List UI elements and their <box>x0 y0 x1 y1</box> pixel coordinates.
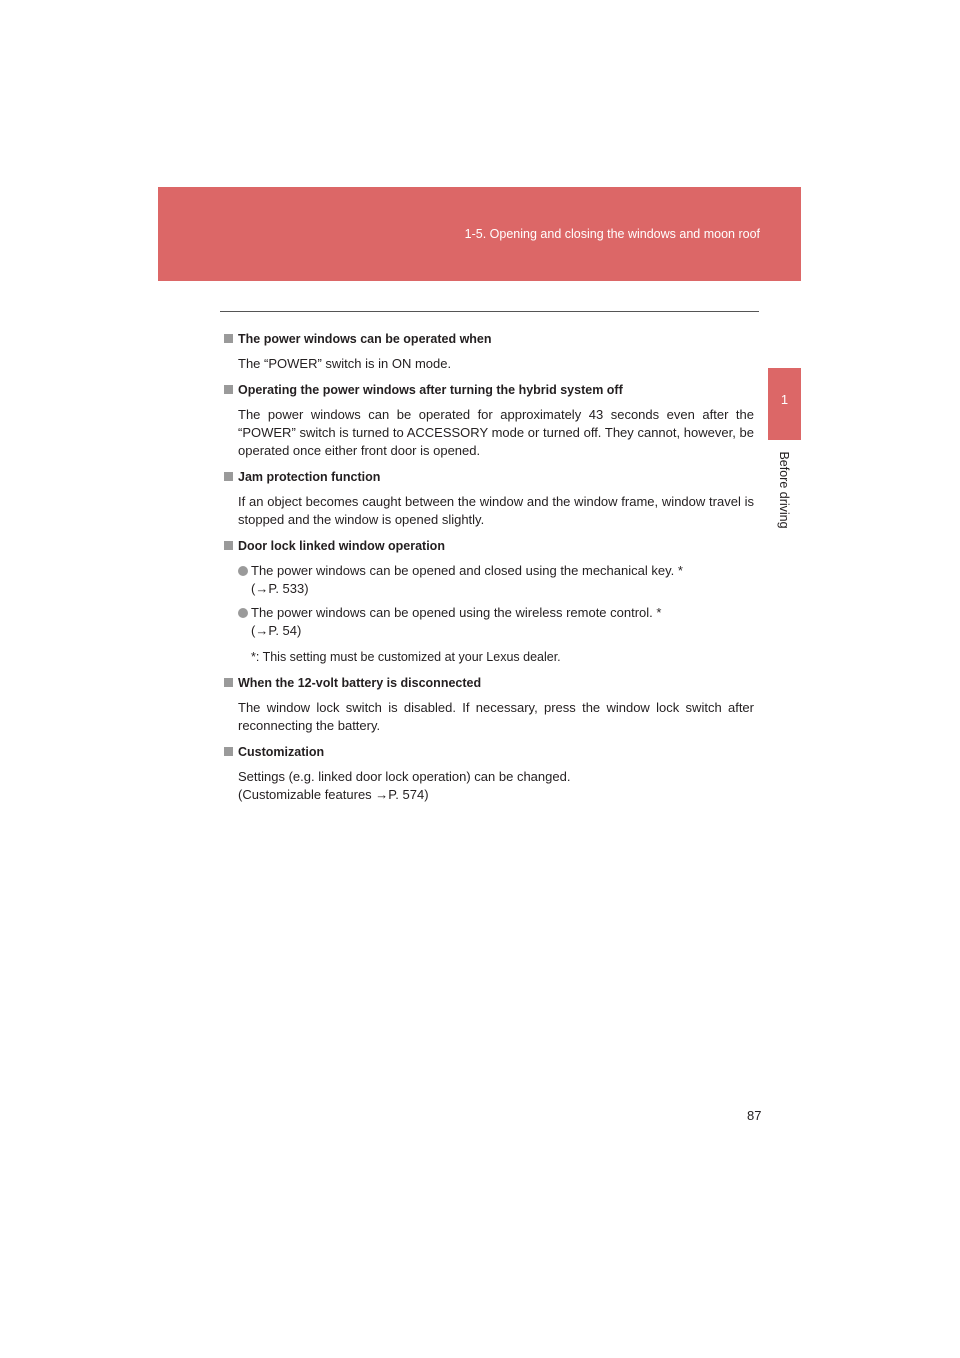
section-after-hybrid-off <box>224 381 754 460</box>
bullet-text: The power windows can be opened using the wireless remote control. * <box>251 605 662 620</box>
square-bullet-icon <box>224 541 233 550</box>
section-body-reference: (Customizable features →P. 574) <box>238 787 429 802</box>
page-content <box>224 330 754 812</box>
square-bullet-icon <box>224 385 233 394</box>
section-body: The “POWER” switch is in ON mode. <box>238 356 452 371</box>
page-reference: (→P. 54) <box>251 623 302 638</box>
section-door-lock-linked <box>224 537 754 666</box>
chapter-label: Before driving <box>777 451 791 529</box>
section-customization <box>224 743 754 804</box>
section-heading: Operating the power windows after turning the hybrid system off <box>238 383 623 397</box>
section-body: If an object becomes caught between the window and the window frame, window travel is stopped and the window is opened slightly. <box>238 494 754 527</box>
footnote: *: This setting must be customized at your Lexus dealer. <box>251 650 561 664</box>
top-rule <box>220 311 759 312</box>
section-body: Settings (e.g. linked door lock operation) can be changed. <box>238 769 571 784</box>
chapter-title: 1-5. Opening and closing the windows and moon roof <box>464 227 760 241</box>
list-item <box>238 562 754 598</box>
page-number: 87 <box>747 1108 762 1123</box>
section-heading: The power windows can be operated when <box>238 332 492 346</box>
chapter-number: 1 <box>780 392 789 407</box>
chapter-tab <box>768 368 801 440</box>
round-bullet-icon <box>238 608 248 618</box>
section-battery-disconnected <box>224 674 754 735</box>
section-jam-protection <box>224 468 754 529</box>
section-heading: Customization <box>238 745 325 759</box>
round-bullet-icon <box>238 566 248 576</box>
section-body: The power windows can be operated for approximately 43 seconds even after the “POWER” switch is turned to ACCESSORY mode or turned off. They cannot, however, be operated once either front door is opened. <box>238 407 754 458</box>
square-bullet-icon <box>224 472 233 481</box>
section-body: The window lock switch is disabled. If necessary, press the window lock switch after reconnecting the battery. <box>238 700 754 733</box>
section-heading: Jam protection function <box>238 470 381 484</box>
square-bullet-icon <box>224 334 233 343</box>
square-bullet-icon <box>224 747 233 756</box>
list-item <box>238 604 754 640</box>
section-operating-conditions <box>224 330 754 373</box>
section-heading: When the 12-volt battery is disconnected <box>238 676 482 690</box>
section-heading: Door lock linked window operation <box>238 539 445 553</box>
bullet-text: The power windows can be opened and closed using the mechanical key. * <box>251 563 683 578</box>
page-reference: (→P. 533) <box>251 581 309 596</box>
chapter-header-band <box>158 187 801 281</box>
square-bullet-icon <box>224 678 233 687</box>
